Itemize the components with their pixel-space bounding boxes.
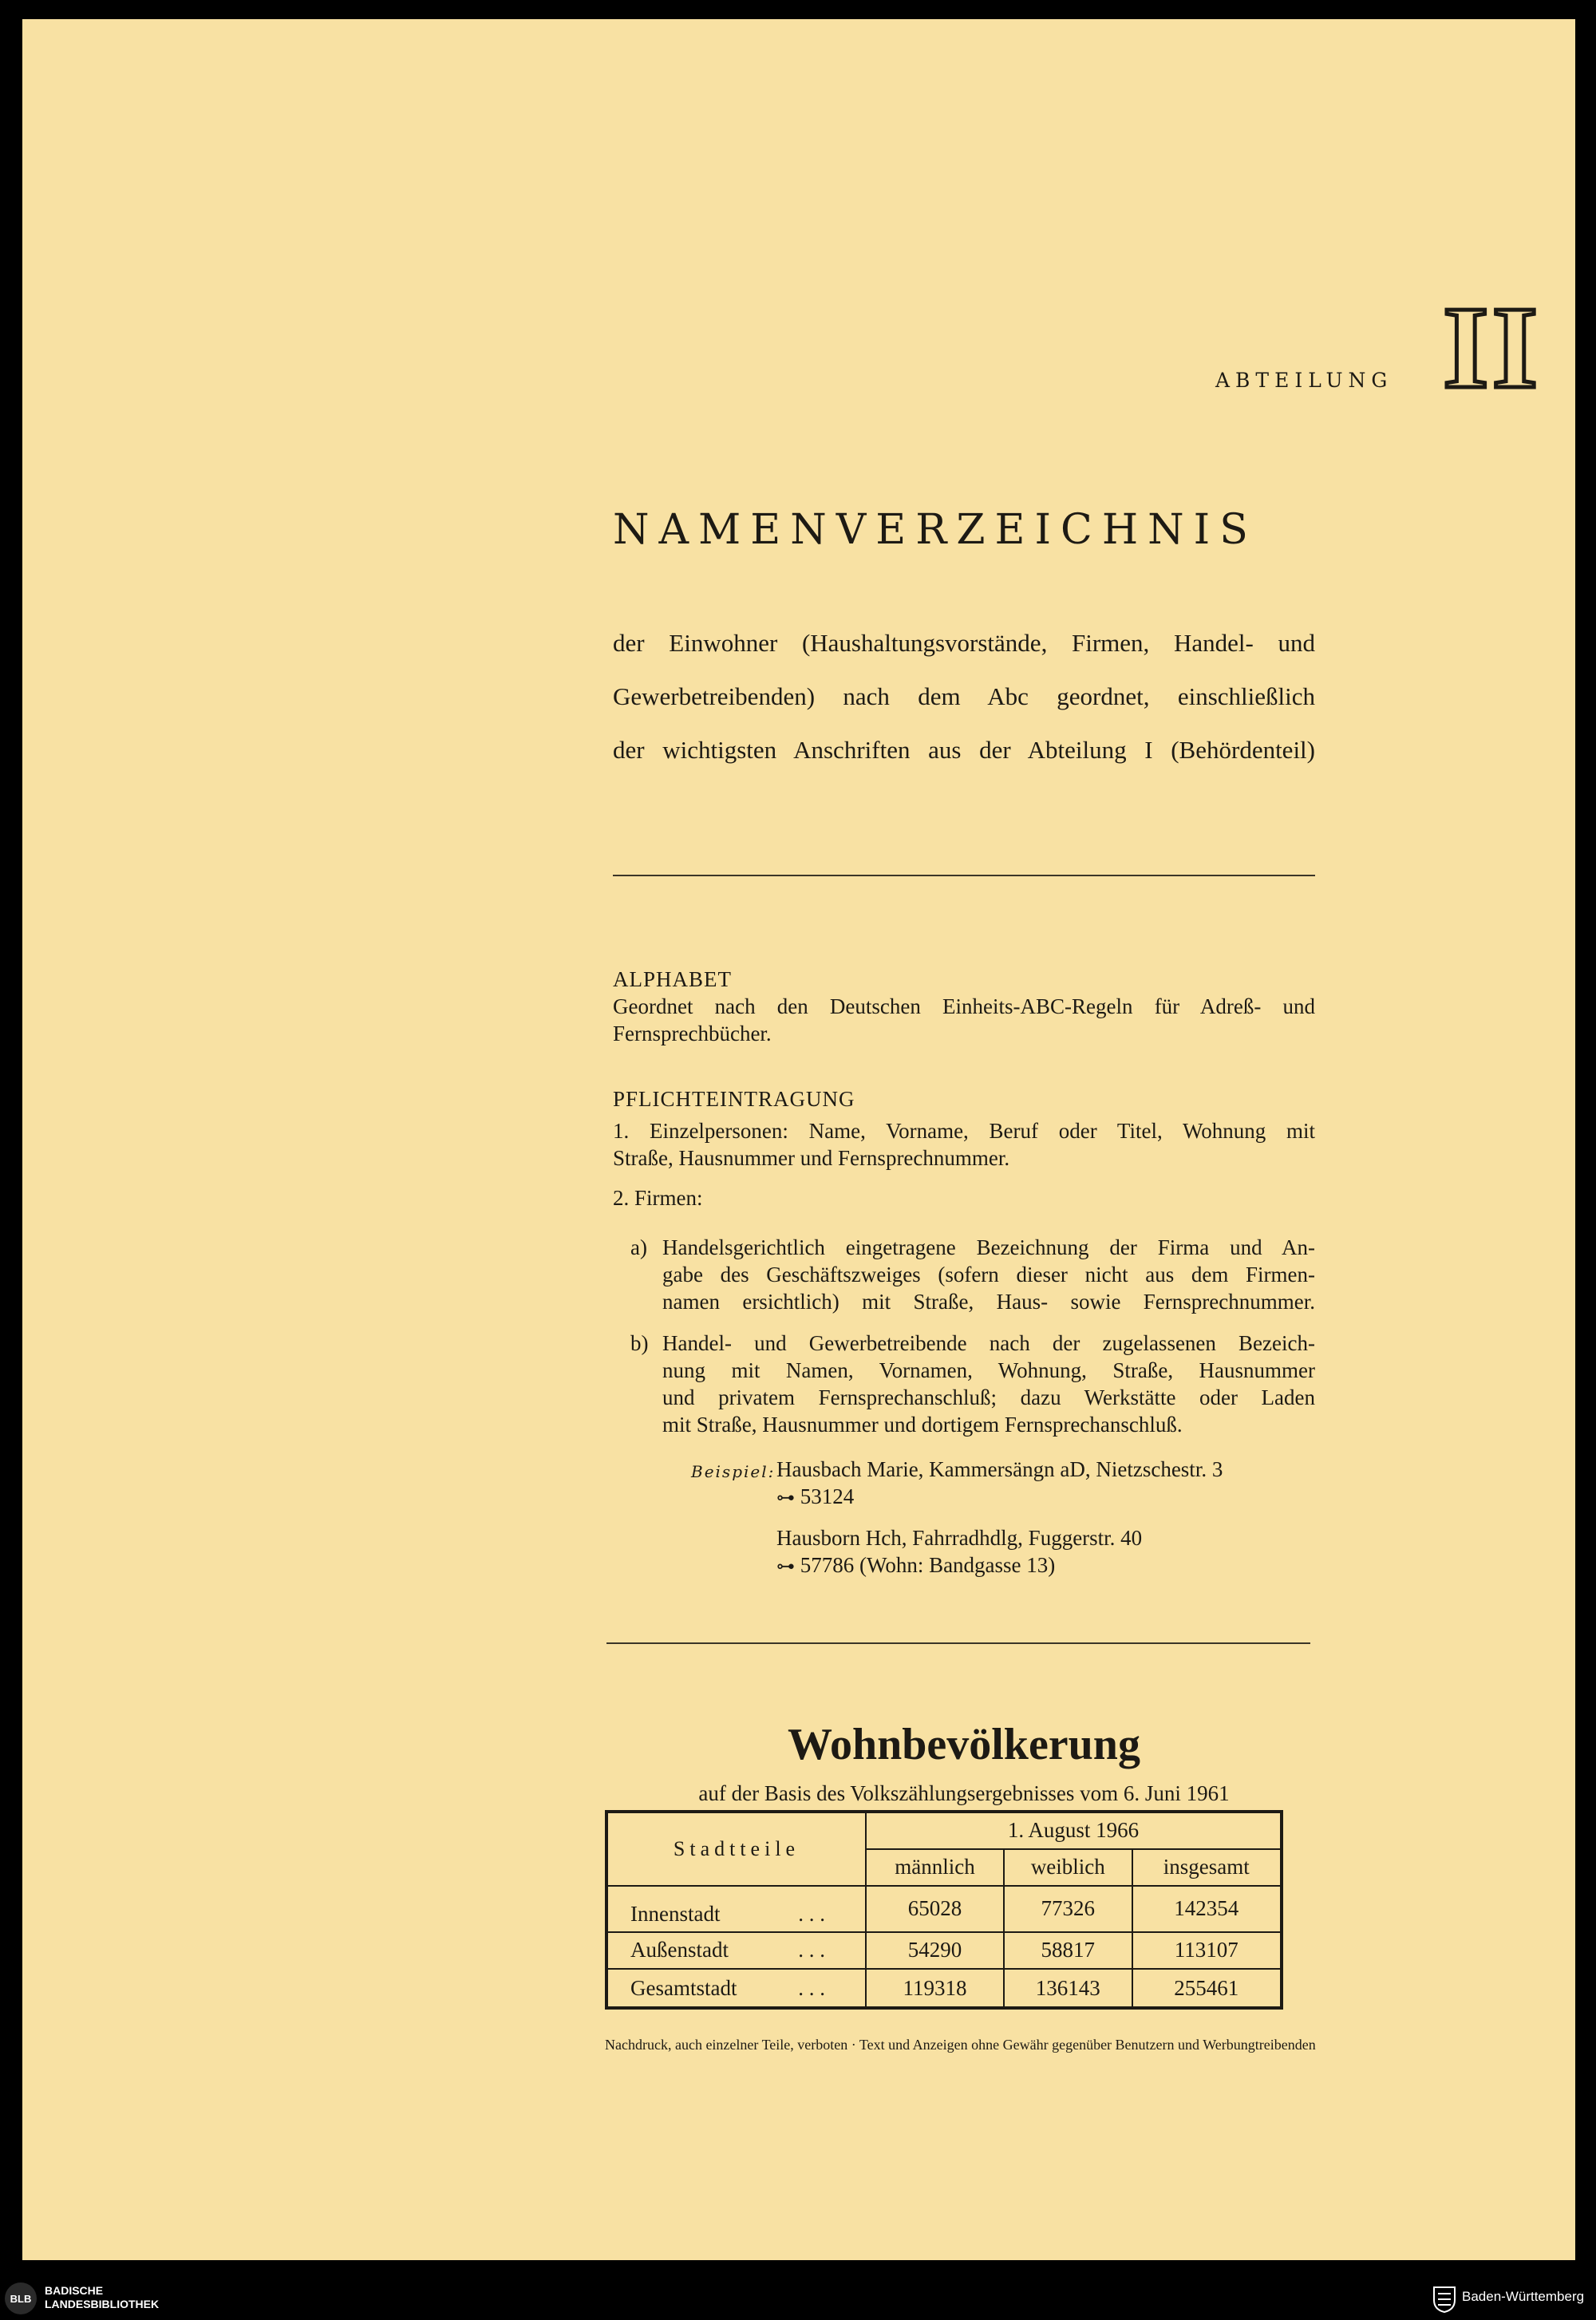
divider	[613, 875, 1315, 876]
table-row	[606, 1886, 1282, 1932]
column-header-stadtteile: Stadtteile	[606, 1812, 866, 1886]
telephone-key-icon: ⊶	[776, 1556, 795, 1576]
row-dots: . . .	[798, 1902, 825, 1927]
pflicht-heading: PFLICHTEINTRAGUNG	[613, 1087, 855, 1111]
blb-logo-icon: BLB	[5, 2282, 37, 2314]
table-cell: 113107	[1132, 1932, 1282, 1970]
pflicht-item1-line: 1. Einzelpersonen: Name, Vorname, Beruf oder Titel, Wohnung mit	[613, 1119, 1315, 1143]
row-label: Außenstadt	[630, 1938, 729, 1962]
list-marker-b: b)	[630, 1331, 649, 1355]
item-b-line: und privatem Fernsprechanschluß; dazu Werkstätte oder Laden	[662, 1385, 1315, 1409]
column-header: männlich	[866, 1849, 1004, 1887]
library-name	[45, 2284, 159, 2311]
document-page	[22, 19, 1575, 2260]
table-cell: 58817	[1004, 1932, 1132, 1970]
row-label: Gesamtstadt	[630, 1975, 737, 2000]
table-cell: 255461	[1132, 1969, 1282, 2008]
table-row	[606, 1932, 1282, 1970]
table-cell: 136143	[1004, 1969, 1132, 2008]
list-marker-a: a)	[630, 1235, 647, 1259]
example-label: Beispiel:	[691, 1462, 776, 1481]
baden-wuerttemberg-crest-icon	[1432, 2284, 1456, 2313]
row-label: Innenstadt	[630, 1902, 721, 1927]
population-table	[605, 1810, 1283, 2010]
pflicht-item-b	[662, 1330, 1315, 1438]
state-label: Baden-Württemberg	[1462, 2289, 1585, 2304]
row-dots: . . .	[798, 1975, 825, 2000]
item-b-line: Handel- und Gewerbetreibende nach der zugelassenen Bezeich-	[662, 1331, 1315, 1355]
population-title: Wohnbevölkerung	[788, 1720, 1140, 1769]
telephone-key-icon: ⊶	[776, 1488, 795, 1508]
subtitle-line: Gewerbetreibenden) nach dem Abc geordnet, einschließlich	[613, 682, 1315, 710]
section-numeral: II	[1443, 283, 1542, 413]
pflicht-item2-heading: 2. Firmen:	[613, 1186, 703, 1210]
item-a-line: Handelsgerichtlich eingetragene Bezeichnung der Firma und An-	[662, 1235, 1315, 1259]
page-subtitle	[613, 616, 1315, 777]
page-title: NAMENVERZEICHNIS	[613, 506, 1258, 554]
item-a-line: gabe des Geschäftszweiges (sofern dieser nicht aus dem Firmen-	[662, 1263, 1315, 1286]
pflicht-section	[613, 1085, 1315, 1211]
example-entry-line: Hausbach Marie, Kammersängn aD, Nietzschestr. 3	[776, 1457, 1223, 1481]
population-subtitle: auf der Basis des Volkszählungsergebnisses vom 6. Juni 1961	[698, 1781, 1230, 1805]
pflicht-item1-line: Straße, Hausnummer und Fernsprechnummer.	[613, 1146, 1010, 1170]
table-cell: 54290	[866, 1932, 1004, 1970]
column-header-date: 1. August 1966	[866, 1812, 1282, 1849]
row-dots: . . .	[798, 1938, 825, 1962]
alphabet-heading: ALPHABET	[613, 967, 732, 991]
bottom-bar	[0, 2275, 1596, 2320]
example-entry	[776, 1456, 1319, 1580]
table-cell: 65028	[866, 1886, 1004, 1932]
library-name-line: LANDESBIBLIOTHEK	[45, 2298, 160, 2310]
example-entry-phone: 53124	[800, 1484, 855, 1508]
table-cell: 119318	[866, 1969, 1004, 2008]
footer-note: Nachdruck, auch einzelner Teile, verboten · Text und Anzeigen ohne Gewähr gegenüber Benutzern und Werbungtreibenden	[605, 2037, 1316, 2053]
example-entry-phone: 57786 (Wohn: Bandgasse 13)	[800, 1553, 1056, 1577]
pflicht-item-a	[662, 1234, 1315, 1315]
alphabet-line: Fernsprechbücher.	[613, 1022, 772, 1045]
example-entry-line: Hausborn Hch, Fahrradhdlg, Fuggerstr. 40	[776, 1526, 1143, 1550]
subtitle-line: der Einwohner (Haushaltungsvorstände, Firmen, Handel- und	[613, 629, 1315, 657]
divider	[606, 1642, 1310, 1644]
item-b-line: nung mit Namen, Vornamen, Wohnung, Straße, Hausnummer	[662, 1358, 1315, 1382]
table-cell: 77326	[1004, 1886, 1132, 1932]
item-b-line: mit Straße, Hausnummer und dortigem Fernsprechanschluß.	[662, 1413, 1183, 1437]
table-cell: 142354	[1132, 1886, 1282, 1932]
column-header: weiblich	[1004, 1849, 1132, 1887]
column-header: insgesamt	[1132, 1849, 1282, 1887]
item-a-line: namen ersichtlich) mit Straße, Haus- sowie Fernsprechnummer.	[662, 1290, 1315, 1314]
subtitle-line: der wichtigsten Anschriften aus der Abteilung I (Behördenteil)	[613, 736, 1315, 764]
table-row	[606, 1969, 1282, 2008]
alphabet-line: Geordnet nach den Deutschen Einheits-ABC-Regeln für Adreß- und	[613, 994, 1315, 1018]
section-label: ABTEILUNG	[1215, 369, 1393, 392]
library-name-line: BADISCHE	[45, 2284, 104, 2297]
alphabet-section	[613, 966, 1315, 1047]
